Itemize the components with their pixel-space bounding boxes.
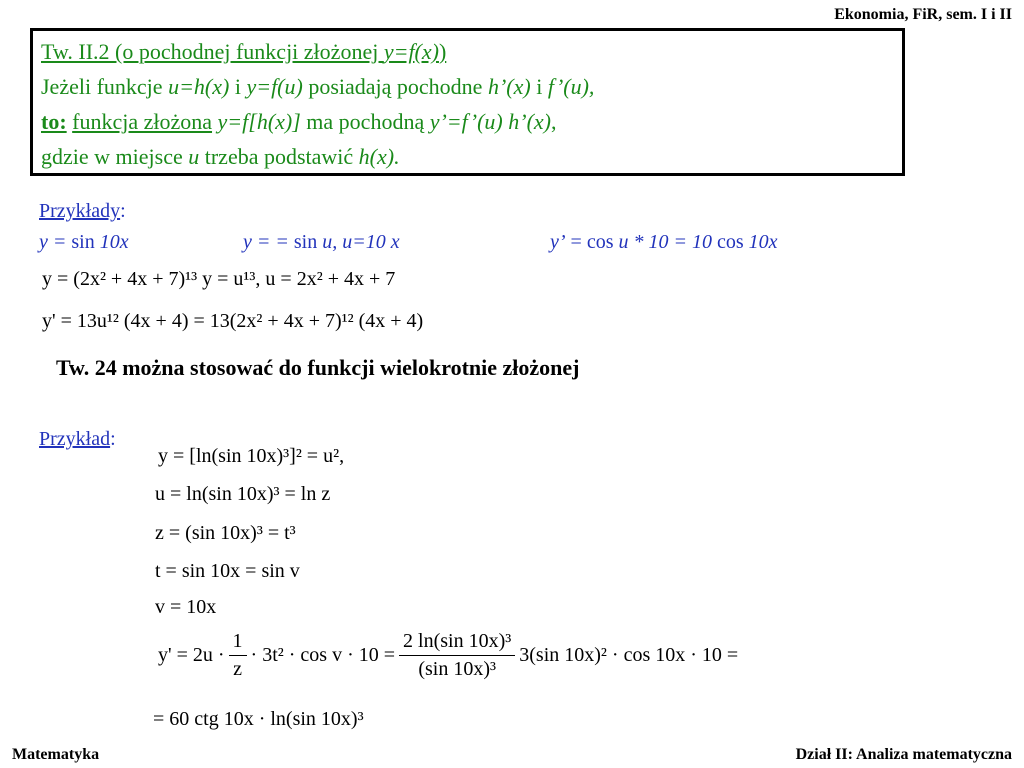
example-2: y = = sin u, u=10 x	[243, 231, 400, 253]
formula-y: y = [ln(sin 10x)³]² = u²,	[158, 445, 345, 467]
formula-z: z = (sin 10x)³ = t³	[155, 522, 296, 544]
fraction-ln-over-sin: $\frac{\text{2 ln(sin 10x)³}}{\text{(sin 10x)³}}$	[399, 630, 515, 681]
theorem-box	[30, 28, 905, 176]
formula-t: t = sin 10x = sin v	[155, 560, 300, 582]
theorem-title	[41, 39, 446, 65]
example-1: y = sin 10x	[39, 231, 129, 253]
theorem-24-note: Tw. 24 można stosować do funkcji wielokrotnie złożonej	[56, 355, 580, 380]
examples-label: Przykłady:	[39, 200, 126, 222]
example2-label: Przykład:	[39, 428, 116, 450]
theorem-line-3: to: funkcja złożona y=f[h(x)] ma pochodną y’=f’(u) h’(x),	[41, 109, 557, 134]
theorem-line-2: Jeżeli funkcje u=h(x) i y=f(u) posiadają pochodne h’(x) i f’(u),	[41, 74, 595, 99]
formula-derivative-chain: y' = 2u · $\frac{1}{z}$ · 3t² · cos v · 10 = $\frac{\text{2 ln(sin 10x)³}}{\text{(sin 10x)³}}$ 3(sin 10x)² · cos 10x · 10 =	[158, 630, 739, 680]
theorem-title-text: Tw. II.2 (o pochodnej funkcji złożonej y=f(x))	[41, 39, 447, 64]
example-3: y’ = cos u * 10 = 10 cos 10x	[550, 231, 778, 253]
footer-left: Matematyka	[12, 746, 100, 763]
formula-power-derivative: y' = 13u¹² (4x + 4) = 13(2x² + 4x + 7)¹² (4x + 4)	[42, 310, 424, 332]
footer-right: Dział II: Analiza matematyczna	[795, 746, 1012, 763]
formula-v: v = 10x	[155, 596, 217, 618]
fraction-1-over-z: $\frac{1}{z}$	[229, 630, 247, 681]
formula-u: u = ln(sin 10x)³ = ln z	[155, 483, 331, 505]
formula-final-result: = 60 ctg 10x · ln(sin 10x)³	[153, 708, 364, 730]
formula-power-example: y = (2x² + 4x + 7)¹³ y = u¹³, u = 2x² + 4x + 7	[42, 268, 396, 290]
course-header: Ekonomia, FiR, sem. I i II	[834, 6, 1012, 23]
theorem-line-4: gdzie w miejsce u trzeba podstawić h(x).	[41, 144, 400, 169]
